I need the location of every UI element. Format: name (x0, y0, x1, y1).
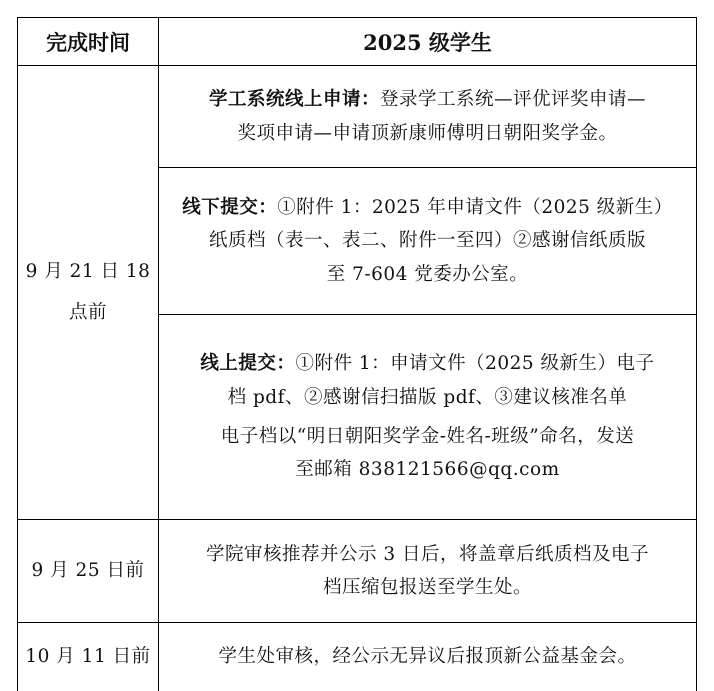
offline-submit-cell (159, 168, 696, 314)
row1-time-line1: 9 月 21 日 18 (25, 260, 151, 282)
online-submit-cell (159, 315, 696, 519)
online-apply-line2: 奖项申请—申请顶新康师傅明日朝阳奖学金。 (237, 122, 618, 144)
online-submit-line2: 档 pdf、②感谢信扫描版 pdf、③建议核准名单 (227, 386, 628, 408)
row2-content (159, 520, 696, 622)
offline-submit-line1: ①附件 1：2025 年申请文件（2025 级新生） (277, 197, 673, 219)
online-submit-line3: 电子档以“明日朝阳奖学金-姓名-班级”命名，发送 (220, 426, 635, 447)
online-apply-line1: 登录学工系统—评优评奖申请— (380, 89, 647, 111)
offline-submit-line2: 纸质档（表一、表二、附件一至四）②感谢信纸质版 (208, 230, 646, 252)
row2-time-label: 9 月 25 日前 (31, 559, 145, 581)
row2-line2: 档压缩包报送至学生处。 (322, 577, 532, 598)
row3-content (159, 623, 696, 691)
row1-time (18, 66, 158, 519)
header-students-label: 2025 级学生 (363, 29, 492, 55)
table-border-right (696, 17, 697, 691)
online-submit-line4: 至邮箱 838121566@qq.com (295, 459, 560, 481)
online-apply-cell (159, 66, 696, 167)
header-time (18, 18, 158, 65)
row2-line1: 学院审核推荐并公示 3 日后，将盖章后纸质档及电子 (205, 543, 650, 565)
offline-submit-line3: 至 7-604 党委办公室。 (326, 263, 529, 285)
offline-submit-label: 线下提交： (182, 197, 278, 219)
row3-time (18, 623, 158, 691)
header-students (159, 18, 696, 65)
row1-time-line2: 点前 (68, 301, 107, 323)
row3-line1: 学生处审核，经公示无异议后报顶新公益基金会。 (218, 646, 637, 668)
header-time-label: 完成时间 (46, 29, 130, 55)
online-submit-label: 线上提交： (200, 353, 296, 375)
schedule-table (17, 17, 697, 691)
row2-time (18, 520, 158, 622)
row3-time-label: 10 月 11 日前 (25, 645, 151, 667)
online-submit-line1: ①附件 1：申请文件（2025 级新生）电子 (295, 353, 655, 375)
online-apply-label: 学工系统线上申请： (208, 89, 380, 111)
